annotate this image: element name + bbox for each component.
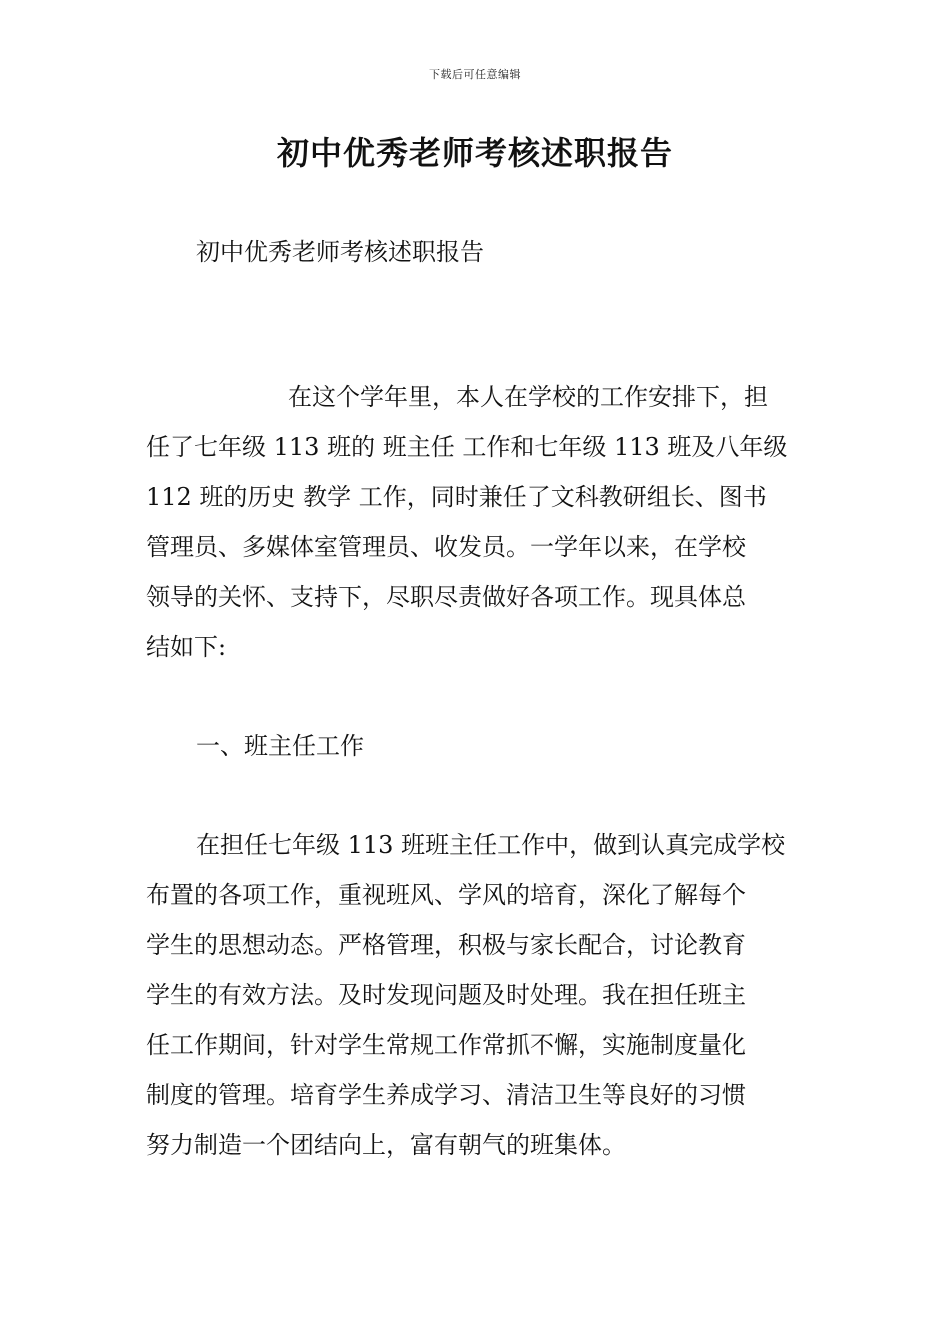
paragraph-line: 112 班的历史 教学 工作，同时兼任了文科教研组长、图书 <box>146 483 767 511</box>
document-subtitle: 初中优秀老师考核述职报告 <box>196 238 484 266</box>
section-heading: 一、班主任工作 <box>196 732 364 760</box>
header-note: 下载后可任意编辑 <box>429 68 521 81</box>
paragraph-line: 在这个学年里，本人在学校的工作安排下，担 <box>288 383 768 411</box>
paragraph-line: 在担任七年级 113 班班主任工作中，做到认真完成学校 <box>196 831 786 859</box>
paragraph-line: 努力制造一个团结向上，富有朝气的班集体。 <box>146 1131 626 1159</box>
paragraph-line: 布置的各项工作，重视班风、学风的培育，深化了解每个 <box>146 881 746 909</box>
paragraph-line: 任了七年级 113 班的 班主任 工作和七年级 113 班及八年级 <box>146 433 788 461</box>
paragraph-line: 学生的有效方法。及时发现问题及时处理。我在担任班主 <box>146 981 746 1009</box>
paragraph-line: 结如下: <box>146 633 227 661</box>
paragraph-line: 任工作期间，针对学生常规工作常抓不懈，实施制度量化 <box>146 1031 746 1059</box>
paragraph-line: 管理员、多媒体室管理员、收发员。一学年以来，在学校 <box>146 533 746 561</box>
document-title: 初中优秀老师考核述职报告 <box>276 134 673 172</box>
section-paragraph <box>146 820 810 1170</box>
paragraph-line: 领导的关怀、支持下，尽职尽责做好各项工作。现具体总 <box>146 583 746 611</box>
paragraph-line: 学生的思想动态。严格管理，积极与家长配合，讨论教育 <box>146 931 746 959</box>
paragraph-line: 制度的管理。培育学生养成学习、清洁卫生等良好的习惯 <box>146 1081 746 1109</box>
intro-paragraph <box>146 372 810 672</box>
